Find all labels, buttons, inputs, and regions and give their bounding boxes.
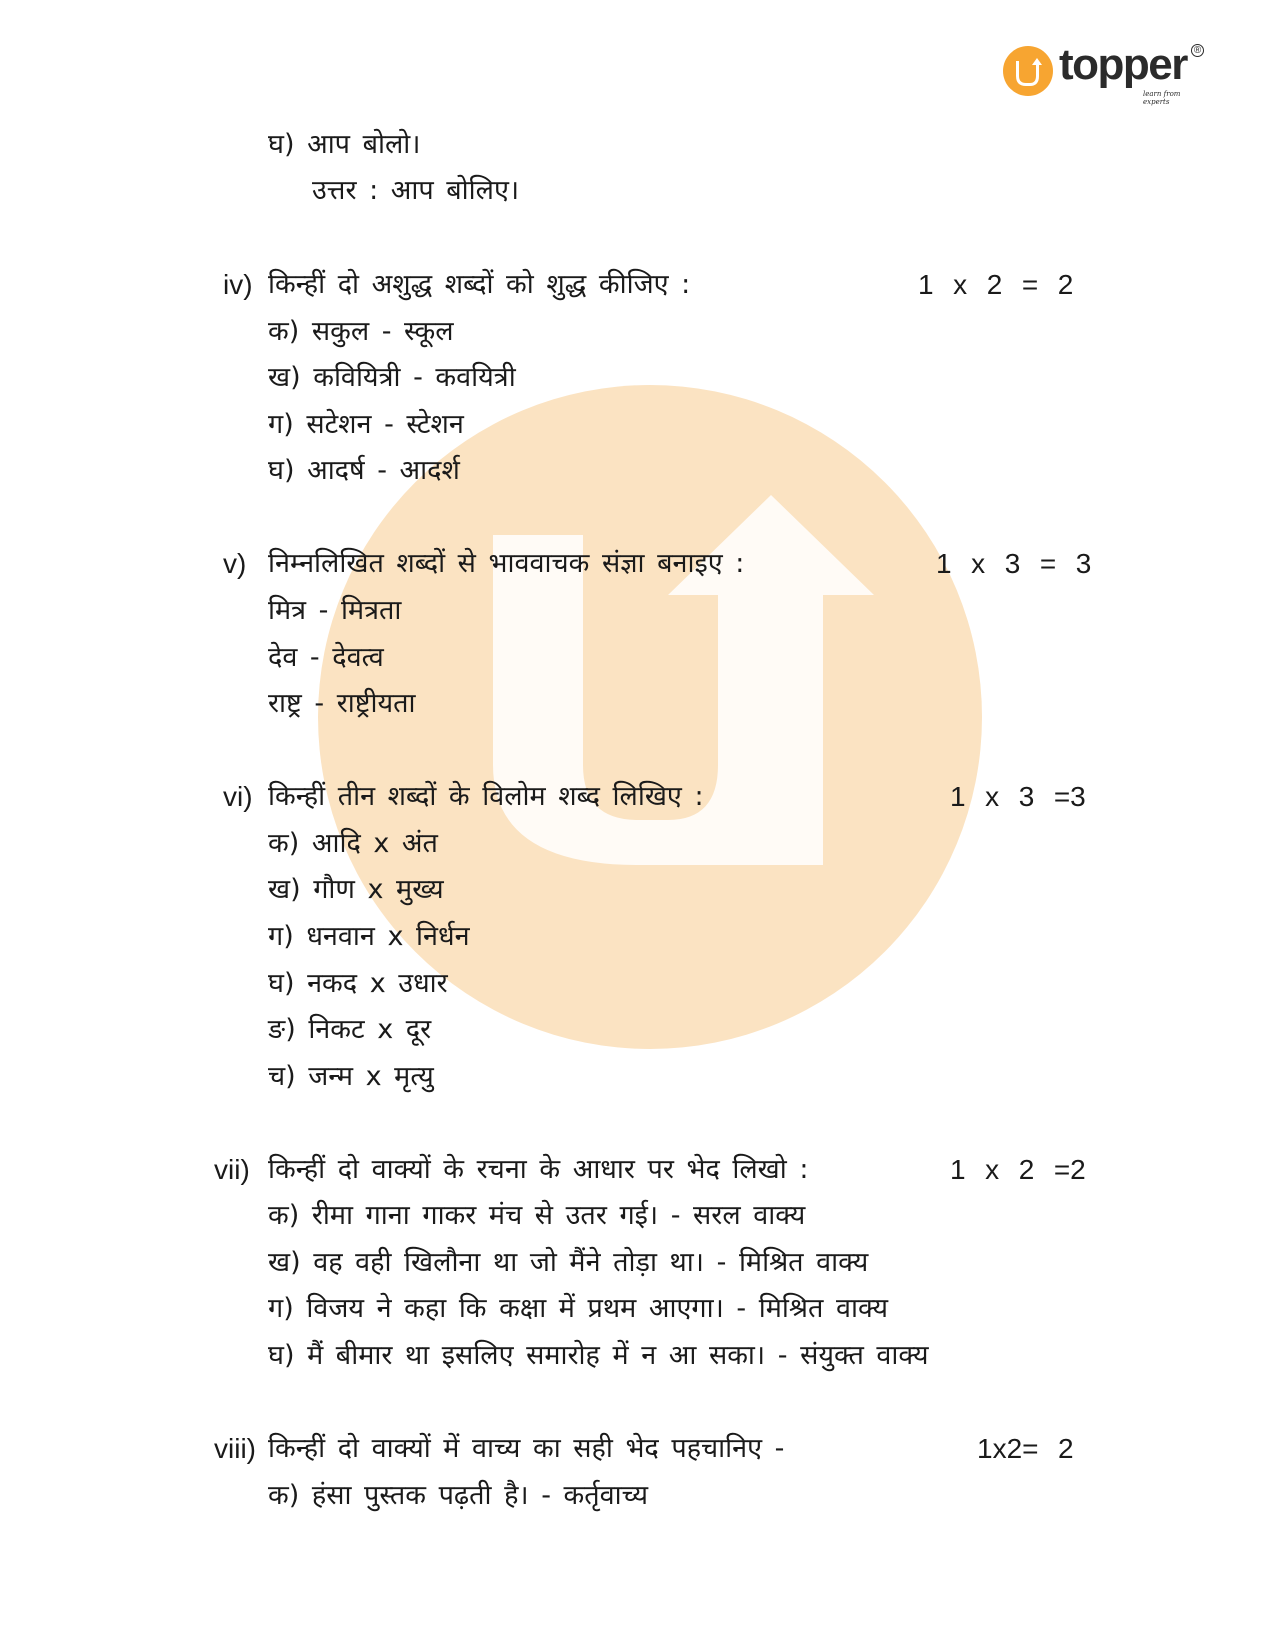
list-item: राष्ट्र - राष्ट्रीयता bbox=[268, 688, 416, 719]
question-title: किन्हीं दो अशुद्ध शब्दों को शुद्ध कीजिए : bbox=[268, 269, 691, 300]
list-item: ख) कवियित्री - कवयित्री bbox=[268, 362, 516, 393]
list-item: ग) सटेशन - स्टेशन bbox=[268, 409, 464, 440]
list-item: क) रीमा गाना गाकर मंच से उतर गई। - सरल वाक्य bbox=[268, 1200, 806, 1231]
logo-badge-icon bbox=[1003, 46, 1053, 96]
marks-label: 1 x 2 =2 bbox=[950, 1154, 1086, 1185]
logo-wordmark: topper bbox=[1059, 40, 1187, 89]
list-item: ख) गौण x मुख्य bbox=[268, 874, 444, 905]
question-number: iv) bbox=[223, 269, 253, 300]
list-item: ग) विजय ने कहा कि कक्षा में प्रथम आएगा। - मिश्रित वाक्य bbox=[268, 1293, 889, 1324]
marks-label: 1 x 3 =3 bbox=[950, 781, 1086, 812]
list-item: घ) आदर्ष - आदर्श bbox=[268, 455, 460, 486]
list-item: च) जन्म x मृत्यु bbox=[268, 1061, 434, 1092]
list-item: देव - देवत्व bbox=[268, 642, 384, 673]
question-title: किन्हीं दो वाक्यों के रचना के आधार पर भेद लिखो : bbox=[268, 1154, 809, 1185]
list-item: ख) वह वही खिलौना था जो मैंने तोड़ा था। - मिश्रित वाक्य bbox=[268, 1247, 869, 1278]
list-item: ग) धनवान x निर्धन bbox=[268, 921, 470, 952]
list-item: घ) मैं बीमार था इसलिए समारोह में न आ सका। - संयुक्त वाक्य bbox=[268, 1340, 929, 1371]
list-item: घ) नकद x उधार bbox=[268, 968, 448, 999]
list-item: क) आदि x अंत bbox=[268, 828, 438, 859]
logo-tagline: learn from experts bbox=[1143, 90, 1181, 106]
question-title: निम्नलिखित शब्दों से भाववाचक संज्ञा बनाइए : bbox=[268, 548, 745, 579]
question-title: किन्हीं दो वाक्यों में वाच्य का सही भेद पहचानिए - bbox=[268, 1433, 785, 1464]
question-number: viii) bbox=[214, 1433, 256, 1464]
question-number: vii) bbox=[214, 1154, 250, 1185]
question-title: किन्हीं तीन शब्दों के विलोम शब्द लिखिए : bbox=[268, 781, 704, 812]
answer-line: उत्तर : आप बोलिए। bbox=[312, 175, 520, 206]
marks-label: 1x2= 2 bbox=[977, 1433, 1074, 1464]
list-item: क) सकुल - स्कूल bbox=[268, 316, 454, 347]
marks-label: 1 x 2 = 2 bbox=[918, 269, 1074, 300]
registered-mark: ® bbox=[1191, 44, 1204, 57]
list-item: ङ) निकट x दूर bbox=[268, 1014, 432, 1045]
question-line: घ) आप बोलो। bbox=[268, 129, 421, 160]
brand-logo bbox=[1003, 40, 1203, 106]
list-item: क) हंसा पुस्तक पढ़ती है। - कर्तृवाच्य bbox=[268, 1480, 649, 1511]
marks-label: 1 x 3 = 3 bbox=[936, 548, 1092, 579]
question-number: vi) bbox=[223, 781, 253, 812]
list-item: मित्र - मित्रता bbox=[268, 595, 402, 626]
question-number: v) bbox=[223, 548, 247, 579]
